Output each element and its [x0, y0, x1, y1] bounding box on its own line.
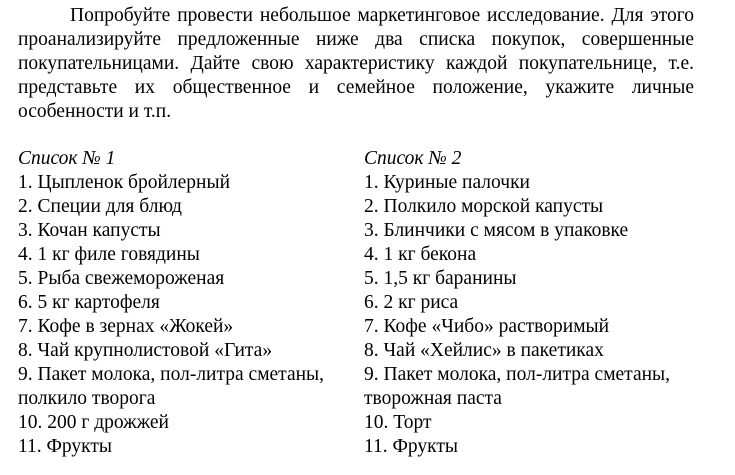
shopping-list-2 — [364, 147, 724, 459]
list-1-item: 10. 200 г дрожжей — [18, 412, 169, 433]
list-1-item: 7. Кофе в зернах «Жокей» — [18, 316, 234, 337]
list-2-item: 10. Торт — [364, 412, 432, 433]
list-1-item: 8. Чай крупнолистовой «Гита» — [18, 340, 273, 361]
list-1-item: 6. 5 кг картофеля — [18, 292, 160, 313]
list-1-item: 2. Специи для блюд — [18, 196, 182, 217]
list-1-item: 4. 1 кг филе говядины — [18, 244, 200, 265]
list-2-item: 1. Куриные палочки — [364, 172, 530, 193]
list-1-title: Список № 1 — [18, 148, 116, 169]
list-2-item: 2. Полкило морской капусты — [364, 196, 604, 217]
list-2-item: 6. 2 кг риса — [364, 292, 459, 313]
list-1-item: 1. Цыпленок бройлерный — [18, 172, 231, 193]
list-2-item: 7. Кофе «Чибо» растворимый — [364, 316, 610, 337]
list-2-item: 5. 1,5 кг баранины — [364, 268, 517, 289]
intro-paragraph: Попробуйте провести небольшое маркетинговое исследование. Для этого проанализируйте предложенные ниже два списка покупок, совершенные покупательницами. Дайте свою характеристику каждой покупательнице, т.е. представьте их общественное и семейное положение, укажите личные особенности и т.п. — [18, 5, 694, 122]
list-2-item: 3. Блинчики с мясом в упаковке — [364, 220, 629, 241]
list-2-item: 11. Фрукты — [364, 436, 459, 457]
list-2-item: 4. 1 кг бекона — [364, 244, 477, 265]
list-2-item: 8. Чай «Хейлис» в пакетиках — [364, 340, 604, 361]
list-2-item: 9. Пакет молока, пол-литра сметаны, творожная паста — [364, 364, 671, 409]
list-1-item: 11. Фрукты — [18, 436, 113, 457]
list-1-item: 9. Пакет молока, пол-литра сметаны, полкило творога — [18, 364, 325, 409]
list-1-item: 5. Рыба свежемороженая — [18, 268, 225, 289]
list-1-item: 3. Кочан капусты — [18, 220, 161, 241]
shopping-list-1 — [18, 147, 363, 459]
list-2-title: Список № 2 — [364, 148, 462, 169]
